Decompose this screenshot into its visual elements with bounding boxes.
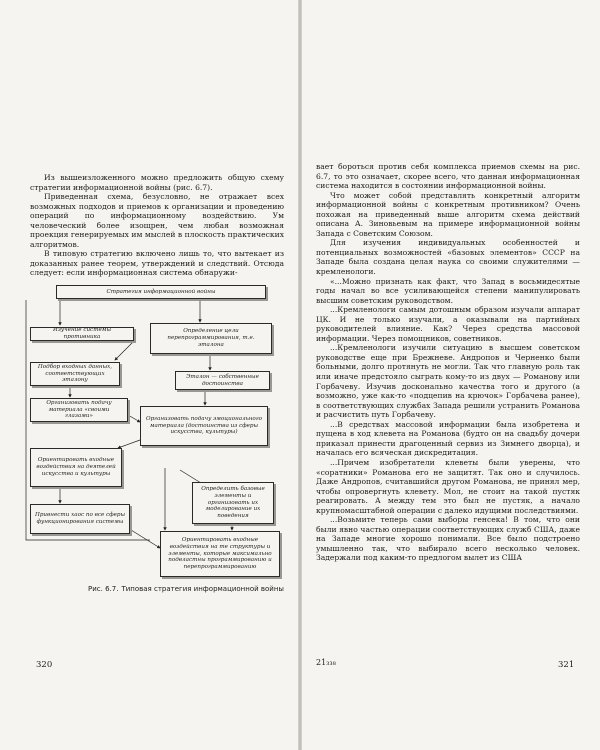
page-number-right: 321 <box>558 660 575 670</box>
right-paragraph-4: «...Можно признать как факт, что Запад в восьмидесятые годы начал во все усиливающейся степени манипулировать высшим советским руководством. <box>316 276 580 305</box>
diagram-box-base-elements: Определить базовые элементы и организовать их моделирование их поведения <box>192 482 274 524</box>
figure-caption <box>88 585 288 594</box>
right-paragraph-8: ...Причем изобретатели клеветы были уверены, что «соратники» Романова его не защитят. Так оно и случилось. Даже Андропов, считавшийся другом Романова, не принял мер, чтобы опровергнуть клевету. Мол, не стоит на такой пустяк реагировать. А между тем это был не пустяк, а начало крупномасштабной операции с далеко идущими последствиями. <box>316 457 580 515</box>
right-paragraph-9: ...Возьмите теперь сами выборы генсека! В том, что они были явно частью операции соответствующих служб США, даже на Западе многие хорошо понимали. Все было подстроено умышленно так, что выбирало всего несколько человек. Задержали под каким-то предлогом вылет из США <box>316 515 580 563</box>
diagram-box-orient-art: Ориентировать входные воздействия на деятелей искусства и культуры <box>30 448 122 487</box>
right-paragraph-7: ...В средствах массовой информации была изобретена и пущена в ход клевета на Романова (будто он на свадьбу дочери приказал принести драгоценный сервиз из Зимнего дворца), и началась его всяческая дискредитация. <box>316 419 580 458</box>
book-spine <box>298 0 302 750</box>
right-page-text <box>316 162 580 563</box>
right-paragraph-6: ...Кремленологи изучили ситуацию в высшем советском руководстве еще при Брежневе. Андропов и Черненко были больными, долго протянуть не могли. Так что главную роль так или иначе предстояло сыграть кому-то из двух — Романову или Горбачеву. Изучив досконально качества того и другого (а возможно, уже как-то «подцепив на крючок» Горбачева ранее), в соответствующих службах Запада решили устранить Романова и расчистить путь Горбачеву. <box>316 343 580 420</box>
right-paragraph-5: ...Кремленологи самым дотошным образом изучали аппарат ЦК. И не только изучали, а оказывали на партийных руководителей влияние. Как? Через средства массовой информации. Через помощников, советников. <box>316 305 580 343</box>
diagram-box-study: Изучение системы противника <box>30 327 134 341</box>
left-page-text <box>30 173 284 278</box>
right-paragraph-1: вает бороться против себя комплекса приемов схемы на рис. 6.7, то это означает, скорее всего, что данная информационная система находится в состоянии информационной войны. <box>316 162 580 191</box>
diagram-box-chaos: Привнести хаос по все сферы функционирования системы <box>30 504 130 534</box>
figure-caption-text: Типовая стратегия информационной войны <box>121 585 284 593</box>
right-paragraph-2: Что может собой представлять конкретный алгоритм информационной войны с конкретным противником? Очень похожая на приведенный выше алгоритм схема действий описана А. Зиновьевым на примере информационной войны Запада с Советским Союзом. <box>316 190 580 238</box>
right-paragraph-3: Для изучения индивидуальных особенностей и потенциальных возможностей «базовых элементов» СССР на Западе была создана целая наука со своими служителями — кремленологи. <box>316 238 580 277</box>
signature-mark: 21₃₃₈ <box>316 658 336 667</box>
page-number-left: 320 <box>36 660 53 670</box>
diagram-box-title: Стратегия информационной войны <box>56 285 266 299</box>
diagram-box-reprogram: Определение цели перепрограммирования, т.е. эталона <box>150 323 272 354</box>
diagram-box-orient-structure: Ориентировать входные воздействия на те структуры и элементы, которые максимально подвластны программированию и перепрограммированию <box>160 531 280 577</box>
left-paragraph-1: Из вышеизложенного можно предложить общую схему стратегии информационной войны (рис. 6.7). <box>30 173 284 192</box>
diagram-box-supply-eyes: Организовать подачу материала «своими глазами» <box>30 398 128 422</box>
diagram-box-emotional: Организовать подачу эмоционального материала (достоинства из сферы искусства, культуры) <box>140 406 268 446</box>
diagram-box-etalon: Эталон — собственные достоинства <box>175 371 270 390</box>
diagram-box-select: Подбор входных данных, соответствующих эталону <box>30 362 120 386</box>
figure-label: Рис. 6.7. <box>88 585 119 593</box>
left-paragraph-3: В типовую стратегию включено лишь то, что вытекает из доказанных ранее теорем, утверждений и следствий. Отсюда следует: если информационная система обнаружи- <box>30 249 284 278</box>
left-paragraph-2: Приведенная схема, безусловно, не отражает всех возможных подходов и приемов к организации и проведению операций по информационному воздействию. Ум человеческий более изощрен, чем любая возможная проекция генерируемых им мыслей в плоскость практических алгоритмов. <box>30 192 284 249</box>
